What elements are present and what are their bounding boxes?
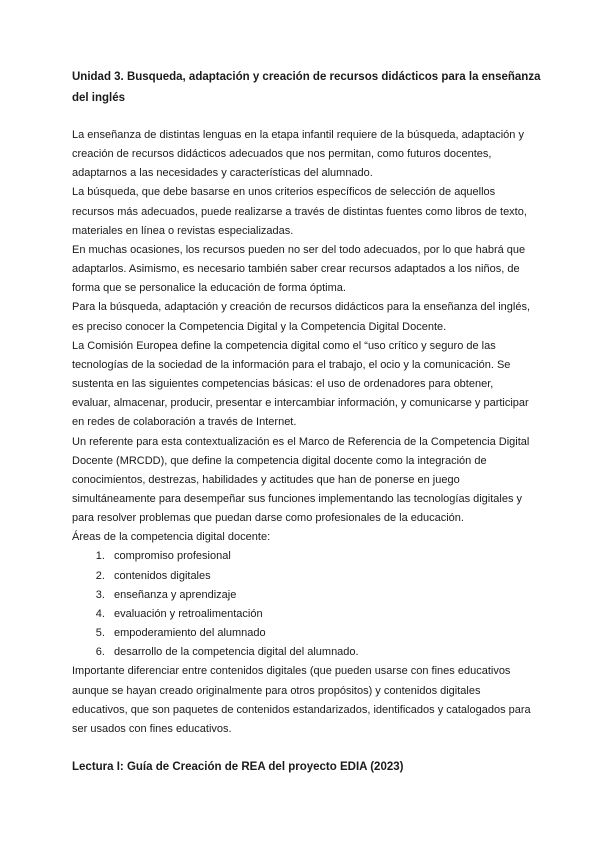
paragraph-intro: La enseñanza de distintas lenguas en la etapa infantil requiere de la búsqueda, adaptación y creación de recursos didácticos adecuados que nos permitan, como futuros docentes, adaptarnos a las necesidades y características del alumnado. [72,129,524,180]
reading-title: Lectura I: Guía de Creación de REA del proyecto EDIA (2023) [72,761,404,773]
document-body [72,126,534,739]
paragraph-european-commission: La Comisión Europea define la competencia digital como el “uso crítico y seguro de las tecnologías de la sociedad de la información para el trabajo, el ocio y la comunicación. Se sustenta en las siguientes competencias básicas: el uso de ordenadores para obtener, evaluar, almacenar, producir, presentar e intercambiar información, y comunicarse y participar en redes de colaboración a través de Internet. [72,339,529,429]
paragraph-adaptation: En muchas ocasiones, los recursos pueden no ser del todo adecuados, por lo que habrá que adaptarlos. Asimismo, es necesario también saber crear recursos adaptados a los niños, de forma que se personalice la educación de forma óptima. [72,243,526,295]
paragraph-closing: Importante diferenciar entre contenidos digitales (que pueden usarse con fines educativos aunque se hayan creado originalmente para otros propósitos) y contenidos digitales educativos, que son paquetes de contenidos estandarizados, identificados y catalogados para ser usados con fines educativos. [72,665,531,735]
list-intro: Áreas de la competencia digital docente: [72,531,271,544]
list-item: 1. compromiso profesional [108,547,534,566]
list-item: 6. desarrollo de la competencia digital del alumnado. [108,643,534,662]
list-item: 5. empoderamiento del alumnado [108,624,534,643]
paragraph-search: La búsqueda, que debe basarse en unos criterios específicos de selección de aquellos recursos más adecuados, puede realizarse a través de distintas fuentes como libros de texto, materiales en línea o revistas especializadas. [72,186,527,237]
competence-areas-list [72,547,534,662]
unit-title: Unidad 3. Busqueda, adaptación y creación de recursos didácticos para la enseñanza del inglés [72,71,541,104]
list-item: 2. contenidos digitales [108,567,534,586]
paragraph-digital-competence: Para la búsqueda, adaptación y creación de recursos didácticos para la enseñanza del inglés, es preciso conocer la Competencia Digital y la Competencia Digital Docente. [72,301,531,333]
list-item: 3. enseñanza y aprendizaje [108,586,534,605]
list-item: 4. evaluación y retroalimentación [108,605,534,624]
paragraph-mrcdd: Un referente para esta contextualización es el Marco de Referencia de la Competencia Digital Docente (MRCDD), que define la competencia digital docente como la integración de conocimientos, destrezas, habilidades y actitudes que han de ponerse en juego simultáneamente para desempeñar sus funciones implementando las tecnologías digitales y para resolver problemas que puedan darse como profesionales de la educación. [72,435,530,525]
